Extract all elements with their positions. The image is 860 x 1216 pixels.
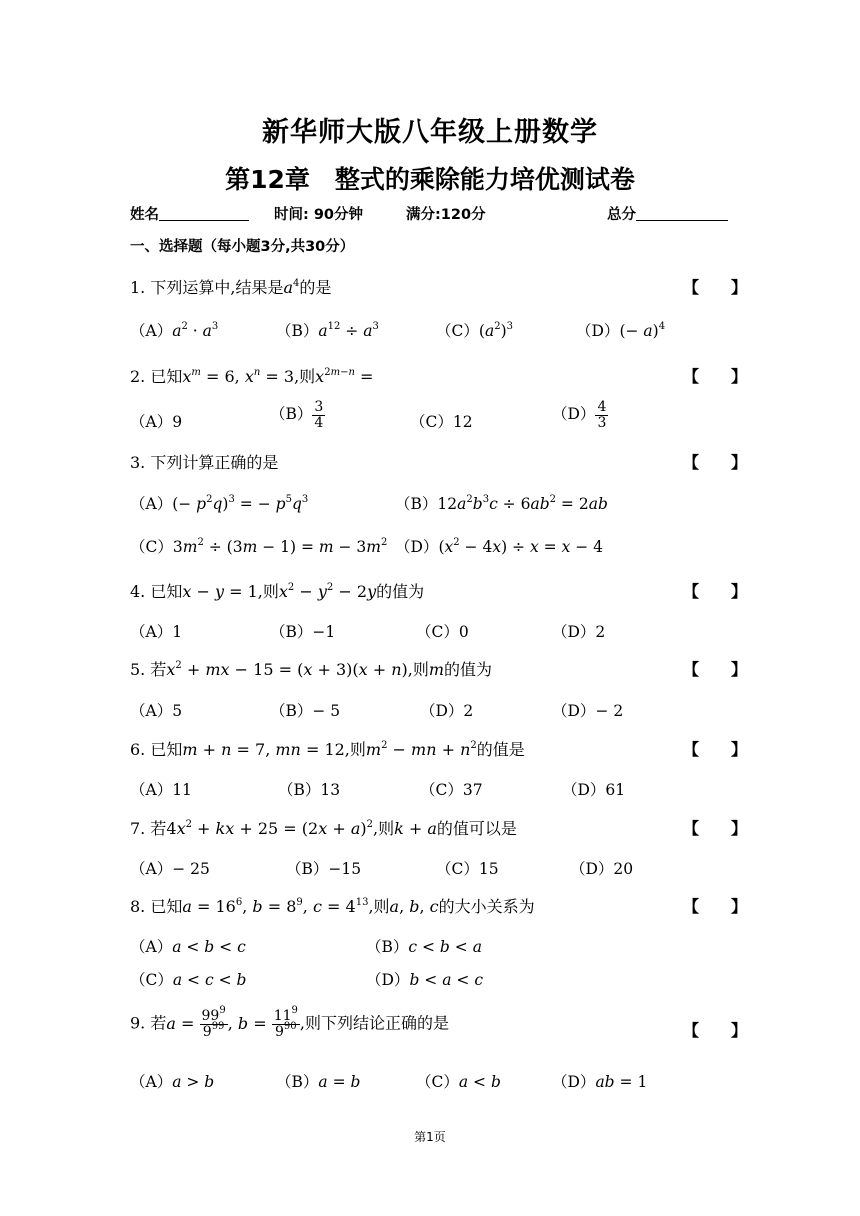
q7-option-b: （B）−15 (286, 860, 362, 878)
answer-bracket: 【 】 (683, 660, 748, 679)
answer-bracket: 【 】 (683, 740, 748, 759)
question-2: 2. 已知$x^m = 6$, $x^n = 3$,则$x^{2m-n}$ = (130, 367, 374, 386)
q6-option-b: （B）13 (278, 781, 341, 799)
answer-bracket: 【 】 (683, 278, 748, 297)
total-blank (636, 206, 728, 221)
q7-option-a: （A）− 25 (130, 860, 210, 878)
q4-option-a: （A）1 (130, 623, 183, 641)
section-title: 一、选择题（每小题3分,共30分） (130, 239, 355, 255)
page-number: 第1页 (414, 1130, 446, 1144)
total-label: 总分 (607, 207, 636, 223)
name-label: 姓名 (130, 207, 159, 223)
full-score-info: 满分:120分 (406, 207, 486, 223)
question-4: 4. 已知x − y = 1,则$x^2 - y^2 - 2y$的值为 (130, 582, 425, 601)
question-1: 1. 下列运算中,结果是$a^4$的是 (130, 278, 332, 297)
answer-bracket: 【 】 (683, 897, 748, 916)
q1-option-d: $(D)(- a)^4$ (576, 321, 666, 340)
q1-option-a: $(A)a^2 \cdot a^3$ (130, 321, 219, 340)
q3-option-d: $(D)(x^2 - 4x) \div x = x - 4$ (395, 537, 604, 556)
question-5: 5. 若$x^2$ + mx − 15 = (x + 3)(x + n),则m的值为 (130, 660, 493, 679)
q2-option-d: （D） $\frac{4}{3}$ (552, 399, 607, 431)
question-9: 9. 若a = $\frac{99^9}{9^{99}}$ , b = $\frac{11^9}{9^{90}}$ ,则下列结论正确的是 (130, 1005, 449, 1040)
q6-option-d: （D）61 (562, 781, 626, 799)
answer-bracket: 【 】 (683, 1021, 748, 1040)
question-8: 8. 已知$a = 16^6$, $b = 8^9$, $c = 4^{13}$,则a, b, c的大小关系为 (130, 897, 535, 916)
q7-option-c: （C）15 (436, 860, 499, 878)
name-field (130, 203, 249, 224)
q5-option-c: （D）2 (420, 702, 474, 720)
q2-option-b: （B） $\frac{3}{4}$ (270, 399, 324, 431)
q6-option-a: （A）11 (130, 781, 192, 799)
q4-option-b: （B）−1 (270, 623, 336, 641)
answer-bracket: 【 】 (683, 367, 748, 386)
q1-option-b: $(B)a^{12} \div a^3$ (276, 321, 379, 340)
q1-option-c: $(C)(a^2)^3$ (436, 321, 513, 340)
q9-option-b: （B）a = b (276, 1073, 361, 1091)
name-blank (159, 206, 249, 221)
q9-option-d: （D）ab = 1 (552, 1073, 648, 1091)
q8-option-a: （A）a < b < c (130, 938, 246, 956)
question-6: 6. 已知m + n = 7, mn = 12,则$m^2$ − mn + $n^2$的值是 (130, 740, 525, 759)
q6-option-c: （C）37 (420, 781, 483, 799)
time-info: 时间: 90分钟 (274, 207, 364, 223)
answer-bracket: 【 】 (683, 819, 748, 838)
q9-option-c: （C）a < b (416, 1073, 501, 1091)
q3-option-b: $(B)12a^2b^3c \div 6ab^2 = 2ab$ (395, 494, 608, 513)
q4-option-c: （C）0 (416, 623, 469, 641)
total-score-field (607, 203, 728, 224)
question-3: 3. 下列计算正确的是 (130, 453, 279, 472)
answer-bracket: 【 】 (683, 453, 748, 472)
q2-option-a: （A）9 (130, 413, 183, 431)
q3-option-a: $(A)(- p^2q)^3$ = − $p^5q^3$ (130, 494, 309, 513)
document-title: 新华师大版八年级上册数学 (262, 117, 598, 148)
q4-option-d: （D）2 (552, 623, 606, 641)
q9-option-a: （A）a > b (130, 1073, 215, 1091)
q5-option-b: （B）− 5 (270, 702, 341, 720)
q8-option-d: （D）b < a < c (366, 971, 483, 989)
q5-option-d: （D）− 2 (552, 702, 624, 720)
answer-bracket: 【 】 (683, 582, 748, 601)
q3-option-c: $(C)3m^2 \div (3m - 1) = m - 3m^2$ (130, 537, 388, 556)
q2-option-c: （C）12 (410, 413, 473, 431)
q7-option-d: （D）20 (570, 860, 634, 878)
question-7: 7. 若$4x^2$ + kx + $25 = (2x + a)^2$,则k + a的值可以是 (130, 819, 517, 838)
q5-option-a: （A）5 (130, 702, 183, 720)
document-subtitle: 第12章 整式的乘除能力培优测试卷 (225, 165, 635, 194)
q8-option-c: （C）a < c < b (130, 971, 247, 989)
q8-option-b: （B）c < b < a (366, 938, 482, 956)
